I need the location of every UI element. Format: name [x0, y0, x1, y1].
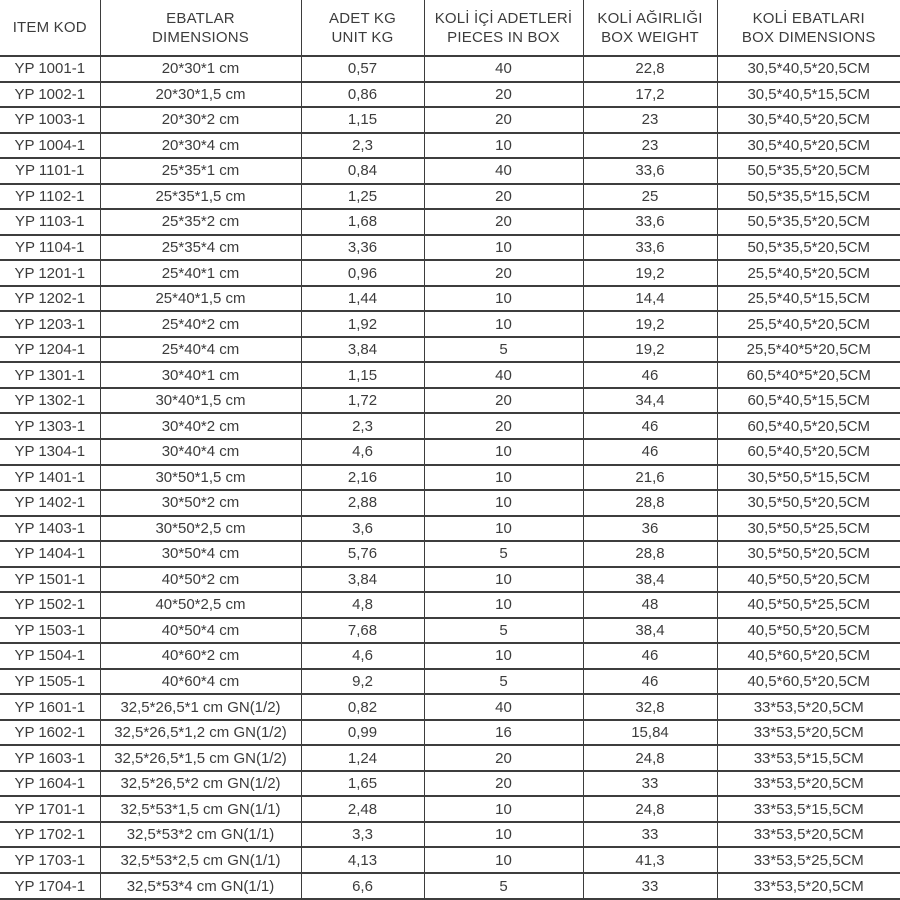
box-dimensions-cell: 30,5*40,5*20,5CM — [717, 133, 900, 159]
dimensions-cell: 30*50*2 cm — [100, 490, 301, 516]
dimensions-cell: 32,5*53*1,5 cm GN(1/1) — [100, 796, 301, 822]
pieces-in-box-cell: 5 — [424, 541, 583, 567]
item-code-cell: YP 1702-1 — [0, 822, 100, 848]
pieces-in-box-cell: 20 — [424, 184, 583, 210]
unit-kg-cell: 2,16 — [301, 465, 424, 491]
box-dimensions-cell: 60,5*40,5*20,5CM — [717, 439, 900, 465]
box-weight-cell: 23 — [583, 133, 717, 159]
header-line-en: BOX WEIGHT — [601, 28, 699, 46]
pieces-in-box-cell: 20 — [424, 107, 583, 133]
box-weight-cell: 46 — [583, 669, 717, 695]
dimensions-cell: 25*40*1,5 cm — [100, 286, 301, 312]
pieces-in-box-cell: 10 — [424, 592, 583, 618]
table-row — [0, 337, 900, 363]
box-weight-cell: 24,8 — [583, 745, 717, 771]
dimensions-cell: 40*60*4 cm — [100, 669, 301, 695]
item-code-cell: YP 1304-1 — [0, 439, 100, 465]
box-dimensions-cell: 30,5*50,5*20,5CM — [717, 541, 900, 567]
item-code-cell: YP 1002-1 — [0, 82, 100, 108]
item-code-cell: YP 1202-1 — [0, 286, 100, 312]
dimensions-cell: 30*40*1 cm — [100, 362, 301, 388]
item-code-cell: YP 1703-1 — [0, 847, 100, 873]
dimensions-cell: 32,5*26,5*1 cm GN(1/2) — [100, 694, 301, 720]
unit-kg-cell: 0,99 — [301, 720, 424, 746]
box-weight-cell: 28,8 — [583, 490, 717, 516]
dimensions-cell: 20*30*4 cm — [100, 133, 301, 159]
box-weight-cell: 33 — [583, 873, 717, 899]
table-row — [0, 643, 900, 669]
box-weight-cell: 21,6 — [583, 465, 717, 491]
unit-kg-cell: 1,15 — [301, 107, 424, 133]
dimensions-cell: 30*40*4 cm — [100, 439, 301, 465]
box-dimensions-cell: 40,5*60,5*20,5CM — [717, 643, 900, 669]
header-row — [0, 0, 900, 56]
box-dimensions-cell: 50,5*35,5*15,5CM — [717, 184, 900, 210]
box-dimensions-cell: 30,5*50,5*20,5CM — [717, 490, 900, 516]
box-weight-cell: 33,6 — [583, 209, 717, 235]
column-header-adet-kg-unit-kg — [301, 0, 424, 56]
box-dimensions-cell: 30,5*50,5*15,5CM — [717, 465, 900, 491]
box-dimensions-cell: 60,5*40*5*20,5CM — [717, 362, 900, 388]
unit-kg-cell: 0,57 — [301, 56, 424, 82]
box-weight-cell: 46 — [583, 362, 717, 388]
item-code-cell: YP 1303-1 — [0, 413, 100, 439]
item-code-cell: YP 1404-1 — [0, 541, 100, 567]
item-code-cell: YP 1103-1 — [0, 209, 100, 235]
box-weight-cell: 28,8 — [583, 541, 717, 567]
item-code-cell: YP 1102-1 — [0, 184, 100, 210]
pieces-in-box-cell: 5 — [424, 618, 583, 644]
box-weight-cell: 19,2 — [583, 311, 717, 337]
unit-kg-cell: 3,84 — [301, 337, 424, 363]
header-line-tr: KOLİ EBATLARI — [752, 9, 865, 27]
unit-kg-cell: 0,96 — [301, 260, 424, 286]
pieces-in-box-cell: 20 — [424, 771, 583, 797]
dimensions-cell: 40*50*4 cm — [100, 618, 301, 644]
unit-kg-cell: 2,48 — [301, 796, 424, 822]
box-dimensions-cell: 30,5*40,5*20,5CM — [717, 107, 900, 133]
unit-kg-cell: 0,86 — [301, 82, 424, 108]
item-code-cell: YP 1501-1 — [0, 567, 100, 593]
pieces-in-box-cell: 10 — [424, 567, 583, 593]
pieces-in-box-cell: 16 — [424, 720, 583, 746]
table-row — [0, 286, 900, 312]
pieces-in-box-cell: 20 — [424, 745, 583, 771]
pieces-in-box-cell: 10 — [424, 643, 583, 669]
item-code-cell: YP 1403-1 — [0, 516, 100, 542]
pieces-in-box-cell: 10 — [424, 286, 583, 312]
unit-kg-cell: 3,36 — [301, 235, 424, 261]
dimensions-cell: 32,5*53*2 cm GN(1/1) — [100, 822, 301, 848]
column-header-item-kod — [0, 0, 100, 56]
item-code-cell: YP 1601-1 — [0, 694, 100, 720]
dimensions-cell: 30*50*1,5 cm — [100, 465, 301, 491]
pieces-in-box-cell: 40 — [424, 362, 583, 388]
dimensions-cell: 25*35*4 cm — [100, 235, 301, 261]
table-row — [0, 873, 900, 899]
pieces-in-box-cell: 5 — [424, 873, 583, 899]
box-weight-cell: 32,8 — [583, 694, 717, 720]
box-weight-cell: 25 — [583, 184, 717, 210]
table-row — [0, 592, 900, 618]
item-code-cell: YP 1001-1 — [0, 56, 100, 82]
item-code-cell: YP 1603-1 — [0, 745, 100, 771]
dimensions-cell: 25*40*1 cm — [100, 260, 301, 286]
item-code-cell: YP 1004-1 — [0, 133, 100, 159]
box-dimensions-cell: 60,5*40,5*20,5CM — [717, 413, 900, 439]
box-weight-cell: 33,6 — [583, 158, 717, 184]
table-row — [0, 184, 900, 210]
pieces-in-box-cell: 10 — [424, 465, 583, 491]
pieces-in-box-cell: 10 — [424, 822, 583, 848]
box-dimensions-cell: 33*53,5*20,5CM — [717, 873, 900, 899]
dimensions-cell: 40*60*2 cm — [100, 643, 301, 669]
pieces-in-box-cell: 40 — [424, 158, 583, 184]
dimensions-cell: 20*30*1,5 cm — [100, 82, 301, 108]
box-weight-cell: 19,2 — [583, 260, 717, 286]
table-row — [0, 669, 900, 695]
table-header — [0, 0, 900, 56]
table-row — [0, 56, 900, 82]
box-dimensions-cell: 33*53,5*15,5CM — [717, 796, 900, 822]
box-weight-cell: 38,4 — [583, 567, 717, 593]
box-dimensions-cell: 30,5*40,5*15,5CM — [717, 82, 900, 108]
unit-kg-cell: 3,6 — [301, 516, 424, 542]
box-weight-cell: 46 — [583, 413, 717, 439]
item-code-cell: YP 1701-1 — [0, 796, 100, 822]
header-line-en: DIMENSIONS — [151, 28, 249, 46]
table-row — [0, 107, 900, 133]
table-row — [0, 82, 900, 108]
item-code-cell: YP 1604-1 — [0, 771, 100, 797]
column-header-pieces-in-box — [424, 0, 583, 56]
column-header-box-dimensions — [717, 0, 900, 56]
box-weight-cell: 34,4 — [583, 388, 717, 414]
item-code-cell: YP 1201-1 — [0, 260, 100, 286]
table-row — [0, 362, 900, 388]
unit-kg-cell: 6,6 — [301, 873, 424, 899]
dimensions-cell: 40*50*2,5 cm — [100, 592, 301, 618]
table-row — [0, 413, 900, 439]
unit-kg-cell: 3,3 — [301, 822, 424, 848]
dimensions-cell: 25*35*1,5 cm — [100, 184, 301, 210]
box-dimensions-cell: 33*53,5*15,5CM — [717, 745, 900, 771]
table-row — [0, 567, 900, 593]
pieces-in-box-cell: 10 — [424, 311, 583, 337]
header-line-tr: ITEM KOD — [12, 19, 87, 36]
unit-kg-cell: 4,6 — [301, 439, 424, 465]
box-weight-cell: 19,2 — [583, 337, 717, 363]
item-code-cell: YP 1204-1 — [0, 337, 100, 363]
unit-kg-cell: 1,15 — [301, 362, 424, 388]
box-dimensions-cell: 25,5*40,5*20,5CM — [717, 311, 900, 337]
box-weight-cell: 33 — [583, 822, 717, 848]
box-dimensions-cell: 40,5*60,5*20,5CM — [717, 669, 900, 695]
unit-kg-cell: 4,8 — [301, 592, 424, 618]
unit-kg-cell: 5,76 — [301, 541, 424, 567]
table-row — [0, 618, 900, 644]
box-weight-cell: 24,8 — [583, 796, 717, 822]
unit-kg-cell: 1,24 — [301, 745, 424, 771]
header-line-tr: ADET KG — [329, 9, 396, 27]
dimensions-cell: 25*35*2 cm — [100, 209, 301, 235]
box-dimensions-cell: 50,5*35,5*20,5CM — [717, 209, 900, 235]
dimensions-cell: 32,5*26,5*1,5 cm GN(1/2) — [100, 745, 301, 771]
box-dimensions-cell: 33*53,5*20,5CM — [717, 822, 900, 848]
item-code-cell: YP 1301-1 — [0, 362, 100, 388]
dimensions-cell: 32,5*53*4 cm GN(1/1) — [100, 873, 301, 899]
box-weight-cell: 15,84 — [583, 720, 717, 746]
box-weight-cell: 14,4 — [583, 286, 717, 312]
box-weight-cell: 33,6 — [583, 235, 717, 261]
box-weight-cell: 41,3 — [583, 847, 717, 873]
box-dimensions-cell: 33*53,5*20,5CM — [717, 771, 900, 797]
box-dimensions-cell: 33*53,5*20,5CM — [717, 720, 900, 746]
dimensions-cell: 32,5*53*2,5 cm GN(1/1) — [100, 847, 301, 873]
table-row — [0, 822, 900, 848]
item-code-cell: YP 1502-1 — [0, 592, 100, 618]
box-dimensions-cell: 30,5*50,5*25,5CM — [717, 516, 900, 542]
unit-kg-cell: 4,6 — [301, 643, 424, 669]
item-code-cell: YP 1602-1 — [0, 720, 100, 746]
item-code-cell: YP 1203-1 — [0, 311, 100, 337]
box-dimensions-cell: 33*53,5*25,5CM — [717, 847, 900, 873]
unit-kg-cell: 0,82 — [301, 694, 424, 720]
box-weight-cell: 36 — [583, 516, 717, 542]
box-dimensions-cell: 25,5*40,5*15,5CM — [717, 286, 900, 312]
pieces-in-box-cell: 20 — [424, 209, 583, 235]
dimensions-cell: 25*40*4 cm — [100, 337, 301, 363]
pieces-in-box-cell: 10 — [424, 516, 583, 542]
item-code-cell: YP 1503-1 — [0, 618, 100, 644]
dimensions-cell: 40*50*2 cm — [100, 567, 301, 593]
header-line-tr: KOLİ AĞIRLIĞI — [597, 9, 703, 27]
dimensions-cell: 30*40*2 cm — [100, 413, 301, 439]
table-row — [0, 796, 900, 822]
pieces-in-box-cell: 10 — [424, 796, 583, 822]
dimensions-cell: 32,5*26,5*1,2 cm GN(1/2) — [100, 720, 301, 746]
table-row — [0, 694, 900, 720]
pieces-in-box-cell: 5 — [424, 669, 583, 695]
pieces-in-box-cell: 10 — [424, 490, 583, 516]
table-row — [0, 745, 900, 771]
pieces-in-box-cell: 40 — [424, 56, 583, 82]
box-dimensions-cell: 40,5*50,5*20,5CM — [717, 618, 900, 644]
box-dimensions-cell: 60,5*40,5*15,5CM — [717, 388, 900, 414]
item-code-cell: YP 1302-1 — [0, 388, 100, 414]
item-code-cell: YP 1401-1 — [0, 465, 100, 491]
pieces-in-box-cell: 5 — [424, 337, 583, 363]
pieces-in-box-cell: 40 — [424, 694, 583, 720]
unit-kg-cell: 3,84 — [301, 567, 424, 593]
dimensions-cell: 25*35*1 cm — [100, 158, 301, 184]
box-weight-cell: 46 — [583, 439, 717, 465]
box-weight-cell: 22,8 — [583, 56, 717, 82]
box-dimensions-cell: 40,5*50,5*20,5CM — [717, 567, 900, 593]
table-row — [0, 516, 900, 542]
unit-kg-cell: 2,88 — [301, 490, 424, 516]
table-row — [0, 465, 900, 491]
table-row — [0, 439, 900, 465]
box-dimensions-cell: 30,5*40,5*20,5CM — [717, 56, 900, 82]
pieces-in-box-cell: 10 — [424, 439, 583, 465]
unit-kg-cell: 1,92 — [301, 311, 424, 337]
unit-kg-cell: 4,13 — [301, 847, 424, 873]
item-code-cell: YP 1505-1 — [0, 669, 100, 695]
table-body — [0, 56, 900, 899]
unit-kg-cell: 1,68 — [301, 209, 424, 235]
item-code-cell: YP 1101-1 — [0, 158, 100, 184]
box-weight-cell: 38,4 — [583, 618, 717, 644]
box-dimensions-cell: 25,5*40,5*20,5CM — [717, 260, 900, 286]
dimensions-cell: 25*40*2 cm — [100, 311, 301, 337]
table-row — [0, 771, 900, 797]
item-code-cell: YP 1504-1 — [0, 643, 100, 669]
column-header-box-weight — [583, 0, 717, 56]
pieces-in-box-cell: 10 — [424, 235, 583, 261]
dimensions-cell: 30*50*4 cm — [100, 541, 301, 567]
item-code-cell: YP 1704-1 — [0, 873, 100, 899]
pieces-in-box-cell: 20 — [424, 260, 583, 286]
item-code-cell: YP 1402-1 — [0, 490, 100, 516]
box-weight-cell: 33 — [583, 771, 717, 797]
box-dimensions-cell: 33*53,5*20,5CM — [717, 694, 900, 720]
table-row — [0, 847, 900, 873]
unit-kg-cell: 1,44 — [301, 286, 424, 312]
unit-kg-cell: 1,65 — [301, 771, 424, 797]
header-line-en: PIECES IN BOX — [447, 28, 560, 46]
unit-kg-cell: 2,3 — [301, 413, 424, 439]
dimensions-cell: 32,5*26,5*2 cm GN(1/2) — [100, 771, 301, 797]
unit-kg-cell: 0,84 — [301, 158, 424, 184]
item-code-cell: YP 1104-1 — [0, 235, 100, 261]
table-row — [0, 541, 900, 567]
dimensions-cell: 30*40*1,5 cm — [100, 388, 301, 414]
dimensions-cell: 20*30*1 cm — [100, 56, 301, 82]
pieces-in-box-cell: 10 — [424, 847, 583, 873]
box-dimensions-cell: 25,5*40*5*20,5CM — [717, 337, 900, 363]
unit-kg-cell: 1,25 — [301, 184, 424, 210]
box-dimensions-cell: 50,5*35,5*20,5CM — [717, 158, 900, 184]
dimensions-cell: 30*50*2,5 cm — [100, 516, 301, 542]
box-weight-cell: 23 — [583, 107, 717, 133]
unit-kg-cell: 1,72 — [301, 388, 424, 414]
item-code-cell: YP 1003-1 — [0, 107, 100, 133]
unit-kg-cell: 7,68 — [301, 618, 424, 644]
unit-kg-cell: 2,3 — [301, 133, 424, 159]
box-weight-cell: 46 — [583, 643, 717, 669]
header-line-tr: EBATLAR — [166, 9, 235, 27]
table-row — [0, 490, 900, 516]
table-row — [0, 235, 900, 261]
table-row — [0, 720, 900, 746]
pieces-in-box-cell: 20 — [424, 82, 583, 108]
table-row — [0, 158, 900, 184]
box-weight-cell: 17,2 — [583, 82, 717, 108]
table-row — [0, 133, 900, 159]
column-header-ebatlar-dimensions — [100, 0, 301, 56]
header-line-en: BOX DIMENSIONS — [741, 28, 876, 46]
table-row — [0, 311, 900, 337]
header-line-en: UNIT KG — [331, 28, 394, 46]
pieces-in-box-cell: 20 — [424, 388, 583, 414]
box-dimensions-cell: 40,5*50,5*25,5CM — [717, 592, 900, 618]
table-row — [0, 260, 900, 286]
unit-kg-cell: 9,2 — [301, 669, 424, 695]
table-row — [0, 388, 900, 414]
box-weight-cell: 48 — [583, 592, 717, 618]
pieces-in-box-cell: 10 — [424, 133, 583, 159]
dimensions-cell: 20*30*2 cm — [100, 107, 301, 133]
pieces-in-box-cell: 20 — [424, 413, 583, 439]
table-row — [0, 209, 900, 235]
box-dimensions-cell: 50,5*35,5*20,5CM — [717, 235, 900, 261]
header-line-tr: KOLİ İÇİ ADETLERİ — [434, 9, 573, 27]
